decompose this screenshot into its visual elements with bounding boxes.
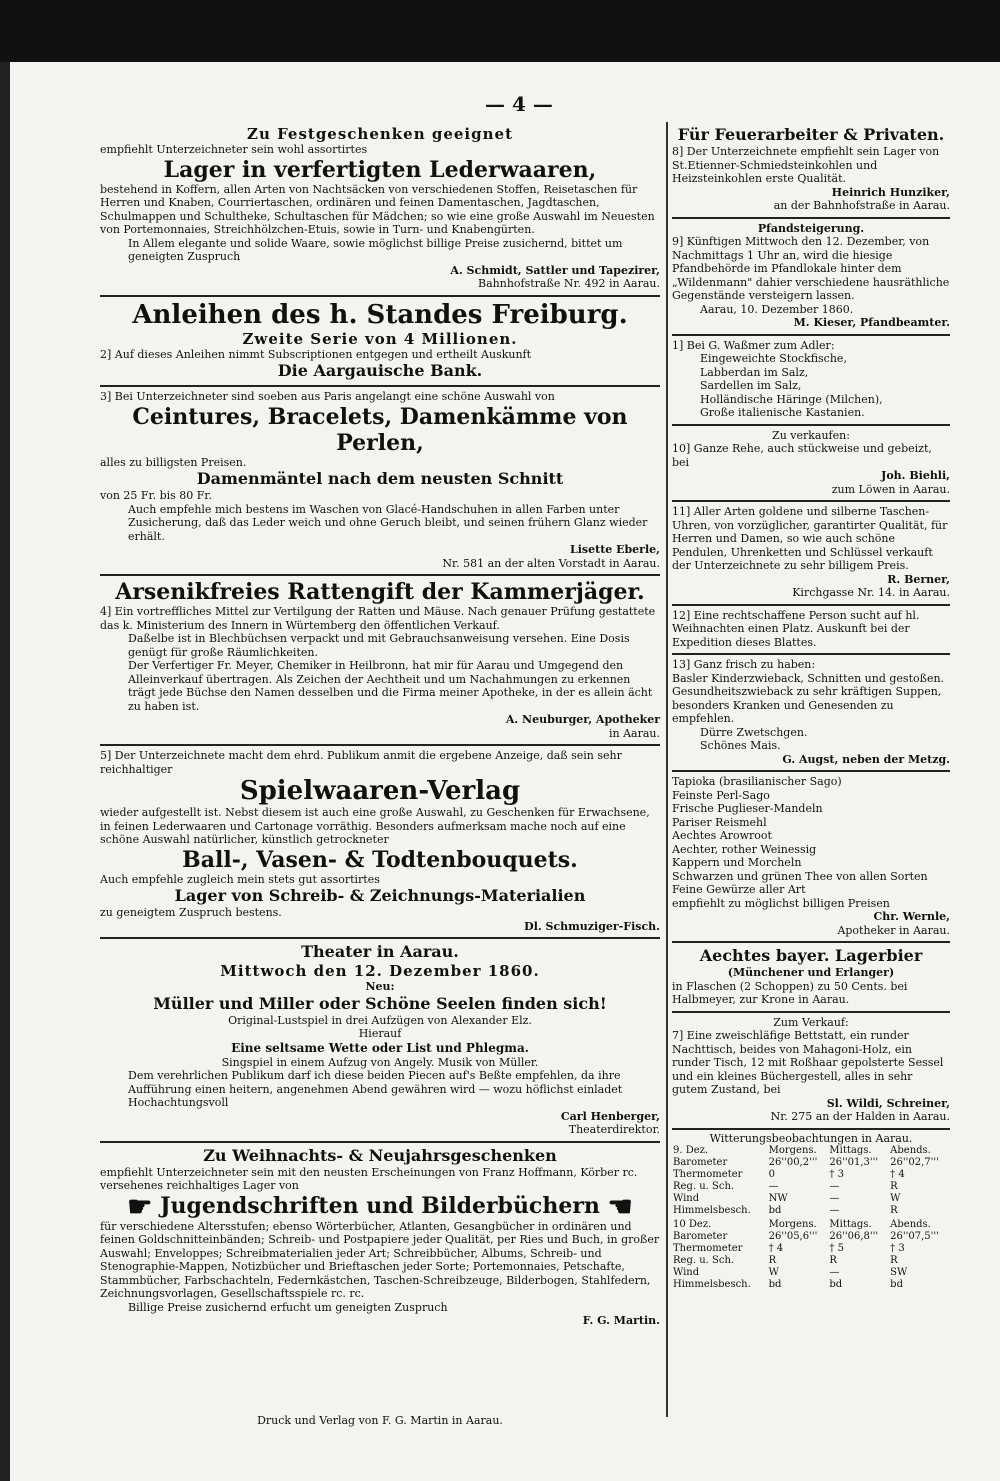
- table-cell: —: [829, 1205, 840, 1216]
- table-cell: Himmelsbesch.: [673, 1279, 751, 1290]
- ad-signature: A. Schmidt, Sattler und Tapezirer,: [450, 263, 660, 277]
- ad-role: Theaterdirektor.: [568, 1123, 660, 1136]
- ad-subtitle: Zweite Serie von 4 Millionen.: [242, 329, 518, 348]
- ad-line: alles zu billigsten Preisen.: [100, 455, 247, 469]
- ad-title-3: Lager von Schreib- & Zeichnungs-Materialien: [174, 886, 586, 905]
- list-item: Schwarzen und grünen Thee von allen Sorten: [672, 869, 928, 883]
- ad-body: 4] Ein vortreffliches Mittel zur Vertilgung der Ratten und Mäuse. Nach genauer Prüfung gestattete das k. Ministerium des Innern in Würtemberg den öffentlichen Verkauf.: [100, 605, 656, 632]
- ad-address: Apotheker in Aarau.: [837, 923, 950, 937]
- ad-body: 11] Aller Arten goldene und silberne Taschen-Uhren, von vorzüglicher, garantirter Qualität, für Herren und Damen, so wie auch schöne Pendulen, Uhrenketten und Schlüssel verkauft der Unterzeichnete zu sehr billigem Preis.: [672, 505, 948, 572]
- ad-zwieback: [672, 655, 950, 772]
- ad-play-2: Eine seltsame Wette oder List und Phlegma.: [231, 1040, 529, 1055]
- weather-day-1: [672, 1145, 950, 1217]
- ad-address: zum Löwen in Aarau.: [831, 482, 950, 496]
- table-cell: Thermometer: [673, 1169, 743, 1180]
- ad-signature: Die Aargauische Bank.: [277, 361, 483, 380]
- table-row: [672, 1157, 950, 1169]
- table-row: [672, 1243, 950, 1255]
- ad-intro: 3] Bei Unterzeichneter sind soeben aus Paris angelangt eine schöne Auswahl von: [100, 390, 555, 403]
- list-item: Feinste Perl-Sago: [672, 788, 770, 802]
- ad-body-2: Daßelbe ist in Blechbüchsen verpackt und mit Gebrauchsanweisung versehen. Eine Dosis genügt für große Räumlichkeiten.: [128, 632, 630, 659]
- table-cell: Barometer: [673, 1231, 728, 1242]
- ad-hierauf: Hierauf: [358, 1027, 402, 1040]
- table-cell: Wind: [673, 1193, 700, 1204]
- ad-signature: Sl. Wildi, Schreiner,: [826, 1096, 950, 1110]
- list-item: Schönes Mais.: [700, 739, 781, 752]
- ad-neu: Neu:: [365, 980, 395, 993]
- list-item: Eingeweichte Stockfische,: [700, 352, 847, 365]
- table-cell: † 4: [890, 1169, 905, 1180]
- table-row: [672, 1255, 950, 1267]
- ad-title: Spielwaaren-Verlag: [239, 776, 521, 806]
- ad-ceintures: [100, 387, 660, 576]
- table-cell: Himmelsbesch.: [673, 1205, 751, 1216]
- ad-body: 12] Eine rechtschaffene Person sucht auf hl. Weihnachten einen Platz. Auskunft bei der Expedition dieses Blattes.: [672, 608, 920, 649]
- ad-title-2: Jugendschriften und Bilderbüchern: [160, 1192, 600, 1219]
- ad-signature: G. Augst, neben der Metzg.: [782, 752, 950, 766]
- table-cell: W: [890, 1193, 901, 1204]
- list-item: Sardellen im Salz,: [700, 379, 802, 392]
- ad-play-1-sub: Original-Lustspiel in drei Aufzügen von Alexander Elz.: [228, 1013, 532, 1027]
- ad-address: Bahnhofstraße Nr. 492 in Aarau.: [478, 277, 660, 290]
- list-item: Holländische Häringe (Milchen),: [700, 392, 883, 406]
- table-cell: Wind: [673, 1267, 700, 1278]
- ad-intro: 5] Der Unterzeichnete macht dem ehrd. Publikum anmit die ergebene Anzeige, daß sein sehr reichhaltiger: [100, 749, 622, 776]
- table-cell: R: [890, 1181, 898, 1192]
- ad-body: 8] Der Unterzeichnete empfiehlt sein Lager von St.Etienner-Schmiedsteinkohlen und Heizsteinkohlen erste Qualität.: [672, 145, 940, 185]
- table-cell: —: [829, 1181, 840, 1192]
- ad-feuerarbeiter: [672, 122, 950, 219]
- ad-rattengift: [100, 576, 660, 746]
- ad-body: für verschiedene Altersstufen; ebenso Wörterbücher, Atlanten, Gesangbücher in ordinären und feinen Goldschnitteinbänden; Schreib- und Postpapiere jeder Qualität, per Ries und Buch, in großer Auswahl; Enveloppes; Schreibmaterialien jeder Art; Schreibbücher, Albums, Schreib- und Stenographie-Mappen, Notizbücher und Brieftaschen jeder Sorte; Portemonnaies, Petschafte, Stammbücher, Farbschachteln, Federnkästchen, Taschen-Schreibzeuge, Bilderbogen, Stahlfedern, Zeichnungsvorlagen, Gesellschaftsspiele rc. rc.: [100, 1219, 660, 1300]
- ad-greeting: Hochachtungsvoll: [128, 1096, 229, 1109]
- table-cell: Reg. u. Sch.: [673, 1255, 735, 1266]
- ad-subtitle: (Münchener und Erlanger): [727, 966, 895, 979]
- table-cell: R: [768, 1255, 777, 1266]
- ad-signature: R. Berner,: [887, 572, 950, 586]
- weather-title: Witterungsbeobachtungen in Aarau.: [709, 1131, 913, 1145]
- ad-title: Ceintures, Bracelets, Damenkämme von Perlen,: [132, 403, 628, 456]
- table-cell: 26''01,3''': [829, 1157, 879, 1168]
- ad-address: an der Bahnhofstraße in Aarau.: [773, 199, 950, 212]
- list-item: Aechtes Arowroot: [672, 829, 772, 842]
- list-item: 1] Bei G. Waßmer zum Adler:: [672, 338, 835, 352]
- table-row: [672, 1205, 950, 1217]
- ad-signature: Heinrich Hunziker,: [831, 185, 950, 199]
- ad-title: Pfandsteigerung.: [757, 221, 865, 235]
- ad-title: Anleihen des h. Standes Freiburg.: [132, 299, 628, 330]
- ad-address: in Aarau.: [609, 726, 660, 740]
- table-cell: SW: [890, 1267, 908, 1278]
- table-cell: bd: [768, 1205, 782, 1216]
- ad-body-2: Billige Preise zusichernd erfucht um geneigten Zuspruch: [128, 1300, 448, 1314]
- table-cell: † 3: [829, 1169, 844, 1180]
- list-item: Feine Gewürze aller Art: [672, 883, 806, 896]
- ad-body: 10] Ganze Rehe, auch stückweise und gebeizt, bei: [672, 442, 932, 469]
- ad-body: 7] Eine zweischläfige Bettstatt, ein runder Nachttisch, beides von Mahagoni-Holz, ein runder Tisch, 12 mit Roßhaar gepolsterte Sessel und ein kleines Büchergestell, alles in sehr gutem Zustand, bei: [672, 1029, 944, 1096]
- list-item: Basler Kinderzwieback, Schnitten und gestoßen.: [672, 671, 945, 685]
- table-cell: R: [890, 1255, 898, 1266]
- ad-body: bestehend in Koffern, allen Arten von Nachtsäcken von verschiedenen Stoffen, Reisetaschen für Herren und Knaben, Courriertaschen, ordinären und feinen Damentaschen, Jagdtaschen, Schulmappen und Schultheke, Schultaschen für Mädchen; so wie eine große Auswahl im Neuesten von Portemonnaies, Streichhölzchen-Etuis, sowie in Turn- und Knabengürten.: [100, 182, 655, 236]
- table-cell: Thermometer: [673, 1243, 743, 1254]
- ad-verkauf: [672, 1013, 950, 1130]
- ad-address: Nr. 275 an der Halden in Aarau.: [770, 1110, 950, 1123]
- ad-title: Theater in Aarau.: [301, 942, 459, 961]
- table-cell: NW: [768, 1193, 788, 1204]
- table-cell: —: [768, 1181, 779, 1192]
- list-item: Pariser Reismehl: [672, 815, 767, 829]
- list-item: Aechter, rother Weinessig: [672, 842, 817, 856]
- ad-wassmer: [672, 336, 950, 426]
- ad-title: Für Feuerarbeiter & Privaten.: [677, 125, 945, 144]
- ad-title: Arsenikfreies Rattengift der Kammerjäger.: [115, 579, 645, 605]
- list-item: empfiehlt zu möglichst billigen Preisen: [672, 896, 890, 910]
- ad-body: wieder aufgestellt ist. Nebst diesem ist auch eine große Auswahl, zu Geschenken für Erwachsene, in feinen Lederwaaren und Cartonage vorräthig. Besonders aufmerksam mache noch auf eine schöne Auswahl natürlicher, künstlich getrockneter: [100, 806, 650, 846]
- ad-signature: Joh. Biehli,: [881, 469, 950, 482]
- ad-date: Mittwoch den 12. Dezember 1860.: [220, 962, 540, 980]
- ad-signature: Dl. Schmuziger-Fisch.: [524, 919, 660, 933]
- ad-title-2: Ball-, Vasen- & Todtenbouquets.: [182, 846, 578, 873]
- table-cell: bd: [829, 1279, 843, 1290]
- left-column: [100, 122, 660, 1332]
- table-cell: 26''02,7''': [890, 1157, 939, 1168]
- table-cell: 0: [768, 1169, 775, 1180]
- ad-lederwaaren: [100, 122, 660, 297]
- ad-uhren: [672, 502, 950, 606]
- ad-address: Nr. 581 an der alten Vorstadt in Aarau.: [442, 556, 660, 570]
- table-cell: † 4: [768, 1243, 784, 1254]
- ad-title: Lager in verfertigten Lederwaaren,: [163, 156, 597, 183]
- table-cell: 26''00,2''': [768, 1157, 818, 1168]
- ad-body-3: Der Verfertiger Fr. Meyer, Chemiker in Heilbronn, hat mir für Aarau und Umgegend den Alleinverkauf übertragen. Als Zeichen der Aechtheit und um Nachahmungen zu erkennen trägt jede Büchse den Namen desselben und die Firma meiner Apotheke, in der es allein ächt zu haben ist.: [128, 659, 653, 713]
- table-cell: 26''06,8''': [829, 1231, 879, 1242]
- ad-body: 9] Künftigen Mittwoch den 12. Dezember, von Nachmittags 1 Uhr an, wird die hiesige Pfandbehörde im Pfandlokale hinter dem „Wildenmann" dahier verschiedene hausräthliche Gegenstände versteigern lassen.: [672, 235, 950, 302]
- table-cell: † 5: [829, 1243, 844, 1254]
- table-row: [672, 1279, 950, 1291]
- weather-day-2: [672, 1219, 950, 1291]
- ad-title: Aechtes bayer. Lagerbier: [699, 946, 923, 965]
- ad-lagerbier: [672, 943, 950, 1013]
- ad-address: Kirchgasse Nr. 14. in Aarau.: [792, 586, 950, 599]
- table-cell: 26''05,6''': [768, 1231, 818, 1242]
- table-cell: W: [768, 1267, 779, 1278]
- ad-person: [672, 606, 950, 656]
- table-cell: Reg. u. Sch.: [673, 1181, 735, 1192]
- pointing-hand-right-icon: ☛: [127, 1189, 153, 1223]
- table-row: [672, 1193, 950, 1205]
- scan-border-left: [0, 62, 10, 1481]
- ad-body: Dem verehrlichen Publikum darf ich diese beiden Piecen auf's Beßte empfehlen, da ihre Aufführung einen heitern, angenehmen Abend gewähren wird — wozu höflichst einladet: [128, 1069, 623, 1096]
- list-item: Große italienische Kastanien.: [700, 406, 865, 419]
- table-header-cell: Abends.: [890, 1145, 931, 1156]
- ad-zu-verkaufen: [672, 426, 950, 503]
- table-row: [672, 1267, 950, 1279]
- table-header-cell: Mittags.: [829, 1145, 872, 1156]
- weather-table: [672, 1130, 950, 1292]
- list-item: 13] Ganz frisch zu haben:: [672, 658, 816, 671]
- ad-title: Zum Verkauf:: [773, 1015, 849, 1029]
- ad-signature: Chr. Wernle,: [873, 910, 950, 923]
- ad-weihnachten: [100, 1143, 660, 1332]
- pointing-hand-left-icon: ☚: [607, 1189, 633, 1223]
- ad-header: Zu Festgeschenken geeignet: [247, 125, 513, 143]
- ad-date: Aarau, 10. Dezember 1860.: [700, 302, 854, 316]
- table-header-cell: 9. Dez.: [673, 1145, 709, 1156]
- ad-intro: empfiehlt Unterzeichneter sein wohl assortirtes: [100, 143, 368, 156]
- table-header-cell: Morgens.: [768, 1145, 817, 1156]
- ad-title-2: Damenmäntel nach dem neusten Schnitt: [196, 469, 564, 488]
- ad-anleihen: [100, 297, 660, 388]
- table-header-row: [672, 1219, 950, 1231]
- column-divider: [666, 122, 668, 1417]
- table-cell: † 3: [890, 1243, 905, 1254]
- table-cell: R: [829, 1255, 837, 1266]
- ad-signature: Lisette Eberle,: [570, 543, 660, 556]
- ad-body: 2] Auf dieses Anleihen nimmt Subscriptionen entgegen und ertheilt Auskunft: [100, 347, 532, 361]
- list-item: Tapioka (brasilianischer Sago): [672, 775, 842, 788]
- table-header-cell: Morgens.: [768, 1219, 817, 1230]
- ad-signature: M. Kieser, Pfandbeamter.: [793, 316, 950, 329]
- ad-signature: A. Neuburger, Apotheker: [505, 713, 660, 726]
- table-cell: bd: [890, 1279, 903, 1290]
- list-item: Gesundheitszwieback zu sehr kräftigen Suppen, besonders Kranken und Genesenden zu empfehlen.: [672, 685, 942, 725]
- ad-play-1: Müller und Miller oder Schöne Seelen finden sich!: [153, 993, 607, 1013]
- table-row: [672, 1231, 950, 1243]
- ad-theater: [100, 939, 660, 1143]
- scan-border-top: [0, 0, 1000, 62]
- ad-spielwaaren: [100, 746, 660, 939]
- ad-title: Zu verkaufen:: [772, 428, 850, 442]
- table-header-cell: Abends.: [890, 1219, 931, 1230]
- ad-line-2: von 25 Fr. bis 80 Fr.: [100, 489, 212, 502]
- table-row: [672, 1169, 950, 1181]
- list-item: Frische Puglieser-Mandeln: [672, 802, 823, 815]
- ad-line: Auch empfehle zugleich mein stets gut assortirtes: [100, 872, 380, 886]
- list-item: Labberdan im Salz,: [700, 365, 809, 379]
- ad-body-2: In Allem elegante und solide Waare, sowie möglichst billige Preise zusichernd, bittet um geneigten Zuspruch: [128, 236, 623, 263]
- ad-title-row: [100, 1189, 660, 1223]
- table-header-cell: 10 Dez.: [673, 1219, 712, 1230]
- ad-play-2-sub: Singspiel in einem Aufzug von Angely. Musik von Müller.: [221, 1055, 539, 1069]
- table-cell: —: [829, 1193, 840, 1204]
- ad-line-2: zu geneigtem Zuspruch bestens.: [100, 906, 282, 919]
- ad-title: Zu Weihnachts- & Neujahrsgeschenken: [203, 1145, 557, 1165]
- list-item: Dürre Zwetschgen.: [700, 725, 808, 739]
- ad-body: in Flaschen (2 Schoppen) zu 50 Cents. bei Halbmeyer, zur Krone in Aarau.: [672, 979, 908, 1006]
- table-header-cell: Mittags.: [829, 1219, 872, 1230]
- table-cell: Barometer: [673, 1157, 728, 1168]
- ad-tapioka: [672, 772, 950, 943]
- right-column: [672, 122, 950, 1291]
- table-cell: —: [829, 1267, 840, 1278]
- ad-body: Auch empfehle mich bestens im Waschen von Glacé-Handschuhen in allen Farben unter Zusicherung, daß das Leder weich und ohne Geruch bleibt, und seinen frühern Glanz wieder erhält.: [128, 502, 648, 543]
- ad-intro: empfiehlt Unterzeichneter sein mit den neusten Erscheinungen von Franz Hoffmann, Körber rc. versehenes reichhaltiges Lager von: [100, 1165, 638, 1192]
- table-cell: bd: [768, 1279, 782, 1290]
- table-cell: 26''07,5''': [890, 1231, 939, 1242]
- table-cell: R: [890, 1205, 898, 1216]
- page-number: — 4 —: [485, 92, 553, 116]
- ad-signature: Carl Henberger,: [560, 1109, 660, 1123]
- imprint-footer: Druck und Verlag von F. G. Martin in Aarau.: [257, 1414, 503, 1427]
- ad-pfandsteigerung: [672, 219, 950, 336]
- ad-signature: F. G. Martin.: [582, 1314, 660, 1327]
- list-item: Kappern und Morcheln: [672, 856, 802, 869]
- table-header-row: [672, 1145, 950, 1157]
- table-row: [672, 1181, 950, 1193]
